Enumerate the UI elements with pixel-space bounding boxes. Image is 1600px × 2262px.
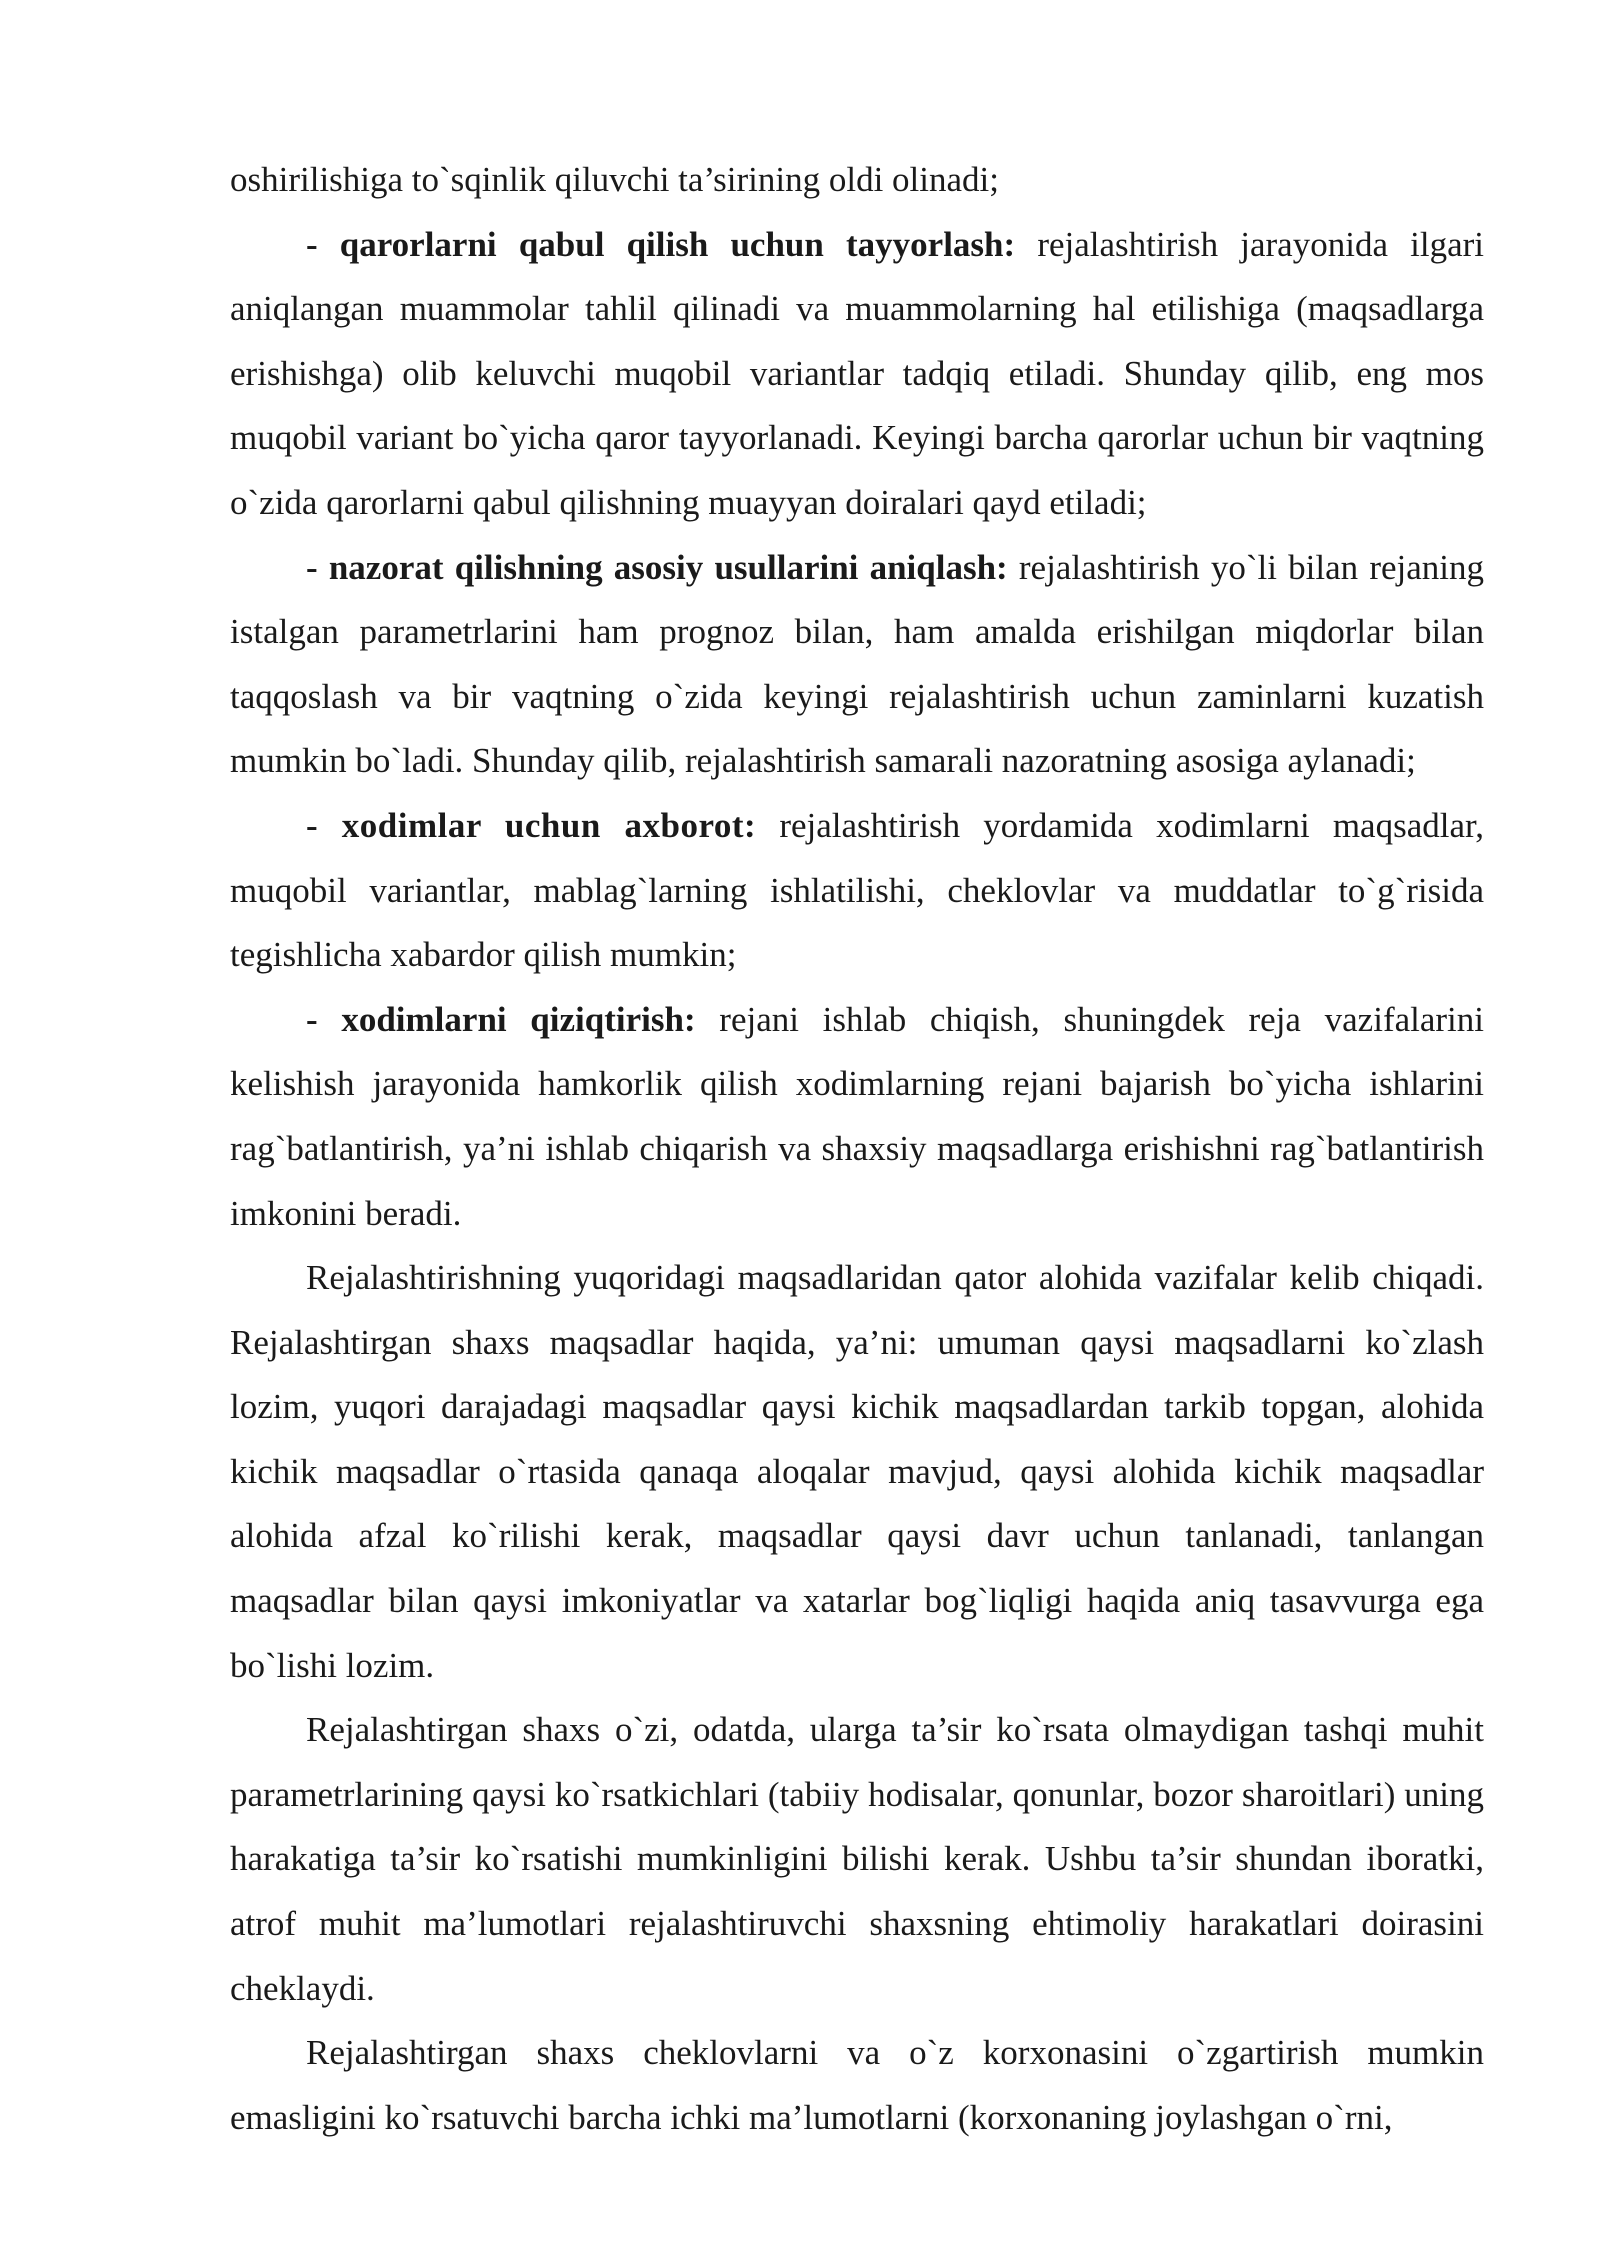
- list-item-staff-motivation: [230, 988, 1484, 1246]
- list-item-text: rejalashtirish yo`li bilan rejaning istalgan parametrlarini ham prognoz bilan, ham amalda erishilgan miqdorlar bilan taqqoslash va bir vaqtning o`zida keyingi rejalashtirish uchun zaminlarni kuzatish mumkin bo`ladi. Shunday qilib, rejalashtirish samarali nazoratning asosiga aylanadi;: [230, 547, 1484, 781]
- list-item-heading: - xodimlar uchun axborot:: [306, 805, 757, 845]
- list-item-control-methods: [230, 536, 1484, 794]
- list-item-heading: - qarorlarni qabul qilish uchun tayyorlash:: [306, 224, 1016, 264]
- paragraph-internal-constraints: [230, 2021, 1484, 2150]
- list-item-text: rejalashtirish jarayonida ilgari aniqlangan muammolar tahlil qilinadi va muammolarning hal etilishiga (maqsadlarga erishishga) olib keluvchi muqobil variantlar tadqiq etiladi. Shunday qilib, eng mos muqobil variant bo`yicha qaror tayyorlanadi. Keyingi barcha qarorlar uchun bir vaqtning o`zida qarorlarni qabul qilishning muayyan doiralari qayd etiladi;: [230, 224, 1484, 522]
- document-page: [230, 148, 1484, 2150]
- paragraph-external-environment: [230, 1698, 1484, 2021]
- paragraph-planning-tasks: [230, 1246, 1484, 1698]
- paragraph-text: oshirilishiga to`sqinlik qiluvchi ta’sirining oldi olinadi;: [230, 160, 999, 199]
- list-item-heading: - nazorat qilishning asosiy usullarini aniqlash:: [306, 547, 1008, 587]
- list-item-text: rejalashtirish yordamida xodimlarni maqsadlar, muqobil variantlar, mablag`larning ishlatilishi, cheklovlar va muddatlar to`g`risida tegishlicha xabardor qilish mumkin;: [230, 805, 1485, 975]
- list-item-staff-information: [230, 794, 1484, 988]
- paragraph-text: Rejalashtirishning yuqoridagi maqsadlaridan qator alohida vazifalar kelib chiqadi. Rejalashtirgan shaxs maqsadlar haqida, ya’ni: umuman qaysi maqsadlarni ko`zlash lozim, yuqori darajadagi maqsadlar qaysi kichik maqsadlardan tarkib topgan, alohida kichik maqsadlar o`rtasida qanaqa aloqalar mavjud, qaysi alohida kichik maqsadlar alohida afzal ko`rilishi kerak, maqsadlar qaysi davr uchun tanlanadi, tanlangan maqsadlar bilan qaysi imkoniyatlar va xatarlar bog`liqligi haqida aniq tasavvurga ega bo`lishi lozim.: [230, 1258, 1484, 1685]
- paragraph-text: Rejalashtirgan shaxs o`zi, odatda, ularga ta’sir ko`rsata olmaydigan tashqi muhit parametrlarining qaysi ko`rsatkichlari (tabiiy hodisalar, qonunlar, bozor sharoitlari) uning harakatiga ta’sir ko`rsatishi mumkinligini bilishi kerak. Ushbu ta’sir shundan iboratki, atrof muhit ma’lumotlari rejalashtiruvchi shaxsning ehtimoliy harakatlari doirasini cheklaydi.: [230, 1710, 1484, 2008]
- paragraph-text: Rejalashtirgan shaxs cheklovlarni va o`z korxonasini o`zgartirish mumkin emasligini ko`rsatuvchi barcha ichki ma’lumotlarni (korxonaning joylashgan o`rni,: [230, 2033, 1484, 2137]
- list-item-heading: - xodimlarni qiziqtirish:: [306, 999, 696, 1039]
- list-item-text: rejani ishlab chiqish, shuningdek reja vazifalarini kelishish jarayonida hamkorlik qilish xodimlarning rejani bajarish bo`yicha ishlarini rag`batlantirish, ya’ni ishlab chiqarish va shaxsiy maqsadlarga erishishni rag`batlantirish imkonini beradi.: [230, 999, 1484, 1233]
- list-item-decision-preparation: [230, 213, 1484, 536]
- paragraph-continuation: [230, 148, 1484, 213]
